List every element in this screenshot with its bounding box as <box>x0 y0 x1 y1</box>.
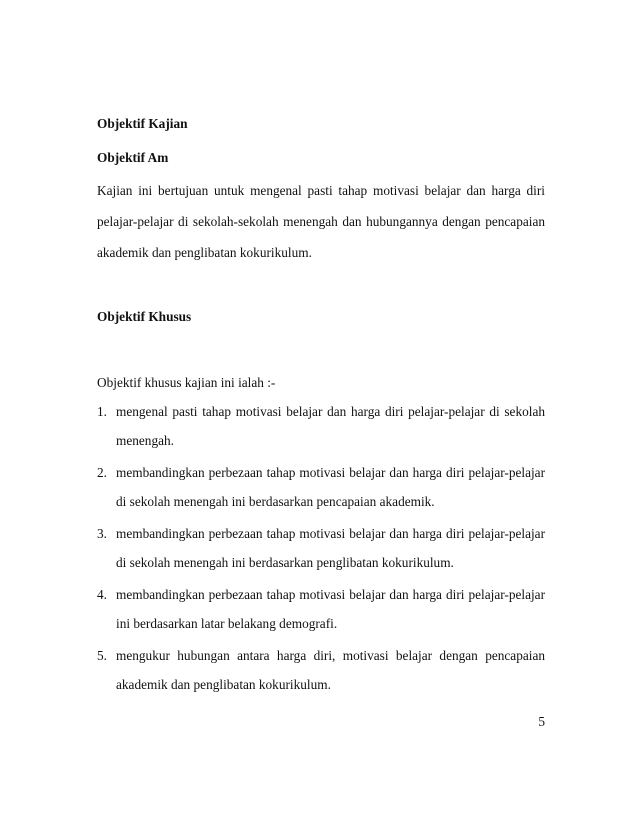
list-item <box>97 459 545 516</box>
list-item <box>97 520 545 577</box>
heading-objektif-khusus: Objektif Khusus <box>97 309 192 324</box>
list-item-number: 5. <box>97 648 107 663</box>
list-item-text: mengenal pasti tahap motivasi belajar dan harga diri pelajar-pelajar di sekolah menengah. <box>116 404 545 448</box>
objectives-list <box>97 398 545 699</box>
list-item-number: 1. <box>97 404 107 419</box>
list-item <box>97 398 545 455</box>
page-number: 5 <box>538 714 545 729</box>
list-item-number: 2. <box>97 465 107 480</box>
list-item <box>97 581 545 638</box>
paragraph-objektif-am: Kajian ini bertujuan untuk mengenal pasti tahap motivasi belajar dan harga diri pelajar-pelajar di sekolah-sekolah menengah dan hubungannya dengan pencapaian akademik dan penglibatan kokurikulum. <box>97 183 545 260</box>
list-item-text: membandingkan perbezaan tahap motivasi belajar dan harga diri pelajar-pelajar di sekolah menengah ini berdasarkan pencapaian akademik. <box>116 465 545 509</box>
page-content <box>97 113 545 703</box>
heading-objektif-kajian: Objektif Kajian <box>97 116 188 131</box>
list-item-number: 4. <box>97 587 107 602</box>
list-item <box>97 642 545 699</box>
list-item-text: membandingkan perbezaan tahap motivasi belajar dan harga diri pelajar-pelajar di sekolah menengah ini berdasarkan penglibatan kokurikulum. <box>116 526 545 570</box>
heading-objektif-am: Objektif Am <box>97 150 169 165</box>
list-item-text: membandingkan perbezaan tahap motivasi belajar dan harga diri pelajar-pelajar ini berdasarkan latar belakang demografi. <box>116 587 545 631</box>
list-item-number: 3. <box>97 526 107 541</box>
list-item-text: mengukur hubungan antara harga diri, motivasi belajar dengan pencapaian akademik dan penglibatan kokurikulum. <box>116 648 545 692</box>
intro-objektif-khusus: Objektif khusus kajian ini ialah :- <box>97 375 276 390</box>
